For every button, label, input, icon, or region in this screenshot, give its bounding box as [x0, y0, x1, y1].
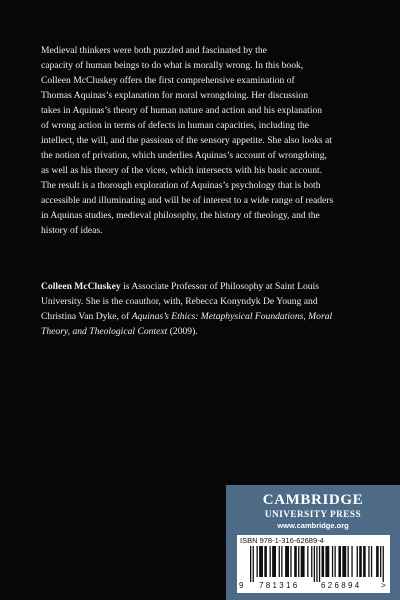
bio-text: Christina Van Dyke, of	[41, 311, 132, 322]
description-line: the notion of privation, which underlies Aquinas’s account of wrongdoing,	[41, 150, 327, 161]
barcode-first-digit: 9	[239, 581, 244, 590]
description-line: accessible and illuminating and will be of interest to a wide range of readers	[41, 195, 334, 206]
description-line: capacity of human beings to do what is morally wrong. In this book,	[41, 60, 304, 71]
description-line: Thomas Aquinas’s explanation for moral wrongdoing. Her discussion	[41, 90, 308, 101]
description-line: The result is a thorough exploration of Aquinas’s psychology that is both	[41, 180, 321, 191]
description-line: history of ideas.	[41, 225, 103, 236]
publisher-website: www.cambridge.org	[277, 521, 349, 530]
description-line: Colleen McCluskey offers the first comprehensive examination of	[41, 75, 295, 86]
author-name: Colleen McCluskey	[41, 281, 121, 292]
description-line: intellect, the will, and the passions of the sensory appetite. She also looks at	[41, 135, 332, 146]
description-line: in Aquinas studies, medieval philosophy, the history of theology, and the	[41, 210, 320, 221]
description-line: Medieval thinkers were both puzzled and fascinated by the	[41, 45, 267, 56]
author-bio	[41, 279, 377, 339]
publisher-box	[226, 485, 400, 600]
bio-text: University. She is the coauthor, with, Rebecca Konyndyk De Young and	[41, 296, 318, 307]
barcode-left-digits: 781316	[259, 581, 300, 590]
isbn-number: ISBN 978-1-316-62689-4	[240, 536, 324, 545]
book-description	[41, 43, 377, 238]
publisher-name: CAMBRIDGE	[262, 492, 364, 508]
barcode-check-mark: >	[381, 581, 386, 590]
bio-text: (2009).	[167, 326, 198, 337]
description-line: as well as his theory of the vices, which intersects with his basic account.	[41, 165, 323, 176]
description-line: of wrong action in terms of defects in human capacities, including the	[41, 120, 310, 131]
description-line: takes in Aquinas’s theory of human nature and action and his explanation	[41, 105, 323, 116]
book-title: Theory, and Theological Context	[41, 326, 168, 337]
barcode-label	[237, 535, 390, 593]
book-title: Aquinas’s Ethics: Metaphysical Foundations, Moral	[131, 311, 333, 322]
bio-text: is Associate Professor of Philosophy at Saint Louis	[120, 281, 319, 292]
publisher-press: UNIVERSITY PRESS	[264, 509, 362, 519]
barcode-image	[242, 546, 386, 582]
barcode-right-digits: 626894	[321, 581, 362, 590]
